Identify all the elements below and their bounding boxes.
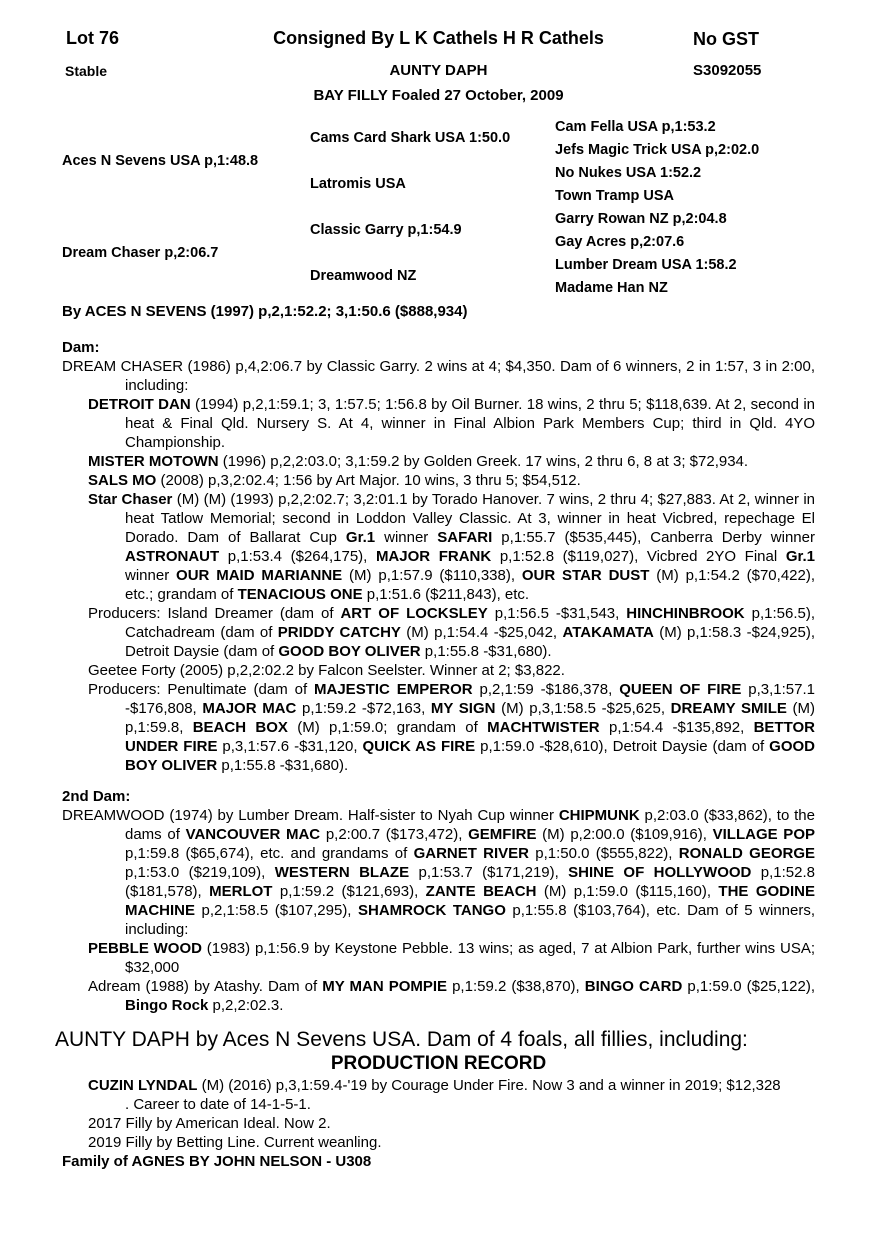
foaled-line: BAY FILLY Foaled 27 October, 2009 bbox=[313, 87, 564, 104]
dam-paragraph: Producers: Penultimate (dam of MAJESTIC EMPEROR p,2,1:59 -$186,378, QUEEN OF FIRE p,3,1:57.1 -$176,808, MAJOR MAC p,1:59.2 -$72,163, MY SIGN (M) p,3,1:58.5 -$25,625, DREAMY SMILE (M) p,1:59.8, BEACH BOX (M) p,1:59.0; grandam of MACHTWISTER p,1:54.4 -$135,892, BETTOR UNDER FIRE p,3,1:57.6 -$31,120, QUICK AS FIRE p,1:59.0 -$28,610), Detroit Daysie (dam of GOOD BOY OLIVER p,1:55.8 -$31,680). bbox=[88, 681, 816, 774]
pedigree-gen2-entry: Classic Garry p,1:54.9 bbox=[310, 222, 462, 238]
production-paragraph: 2017 Filly by American Ideal. Now 2. bbox=[88, 1115, 331, 1132]
second-dam-paragraph: DREAMWOOD (1974) by Lumber Dream. Half-sister to Nyah Cup winner CHIPMUNK p,2:03.0 ($33,862), to the dams of VANCOUVER MAC p,2:00.7 ($173,472), GEMFIRE (M) p,2:00.0 ($109,916), VILLAGE POP p,1:59.8 ($65,674), etc. and grandams of GARNET RIVER p,1:50.0 ($555,822), RONALD GEORGE p,1:53.0 ($219,109), WESTERN BLAZE p,1:53.7 ($171,219), SHINE OF HOLLYWOOD p,1:52.8 ($181,578), MERLOT p,1:59.2 ($121,693), ZANTE BEACH (M) p,1:59.0 ($115,160), THE GODINE MACHINE p,2,1:58.5 ($107,295), SHAMROCK TANGO p,1:55.8 ($103,764), etc. Dam of 5 winners, including: bbox=[62, 807, 816, 938]
production-paragraph: CUZIN LYNDAL (M) (2016) p,3,1:59.4-'19 by Courage Under Fire. Now 3 and a winner in 2019; $12,328 . Career to date of 14-1-5-1. bbox=[88, 1077, 781, 1113]
catalog-id: S3092055 bbox=[693, 62, 762, 79]
second-dam-heading: 2nd Dam: bbox=[62, 788, 131, 805]
dam-paragraph: SALS MO (2008) p,3,2:02.4; 1:56 by Art Major. 10 wins, 3 thru 5; $54,512. bbox=[88, 472, 581, 489]
pedigree-gen3-entry: No Nukes USA 1:52.2 bbox=[555, 164, 702, 181]
production-record-heading: PRODUCTION RECORD bbox=[330, 1053, 547, 1074]
pedigree-text-body bbox=[55, 302, 816, 1171]
family-line: Family of AGNES BY JOHN NELSON - U308 bbox=[62, 1153, 372, 1170]
pedigree-gen3-entry: Gay Acres p,2:07.6 bbox=[555, 233, 685, 250]
pedigree-gen3-entry: Lumber Dream USA 1:58.2 bbox=[555, 256, 737, 273]
second-dam-paragraph: PEBBLE WOOD (1983) p,1:56.9 by Keystone Pebble. 13 wins; as aged, 7 at Albion Park, further wins USA; $32,000 bbox=[88, 940, 815, 976]
dam-paragraph: DREAM CHASER (1986) p,4,2:06.7 by Classic Garry. 2 wins at 4; $4,350. Dam of 6 winners, 2 in 1:57, 3 in 2:00, including: bbox=[62, 358, 815, 394]
second-dam-paragraph: Adream (1988) by Atashy. Dam of MY MAN POMPIE p,1:59.2 ($38,870), BINGO CARD p,1:59.0 ($25,122), Bingo Rock p,2,2:02.3. bbox=[88, 978, 815, 1014]
lot-number: Lot 76 bbox=[66, 28, 120, 48]
pedigree-gen3-entry: Town Tramp USA bbox=[555, 187, 674, 204]
pedigree-gen2-entry: Dreamwood NZ bbox=[310, 268, 417, 284]
gst-note: No GST bbox=[693, 29, 759, 49]
dam-paragraph: Star Chaser (M) (M) (1993) p,2,2:02.7; 3,2:01.1 by Torado Hanover. 7 wins, 2 thru 4; $27,883. At 2, winner in heat Tatlow Memorial; second in Loddon Valley Classic. At 3, winner in heat Vicbred, repechage El Dorado. Dam of Ballarat Cup Gr.1 winner SAFARI p,1:55.7 ($535,445), Canberra Derby winner ASTRONAUT p,1:53.4 ($264,175), MAJOR FRANK p,1:52.8 ($119,027), Vicbred 2YO Final Gr.1 winner OUR MAID MARIANNE (M) p,1:57.9 ($110,338), OUR STAR DUST (M) p,1:54.2 ($70,422), etc.; grandam of TENACIOUS ONE p,1:51.6 ($211,843), etc. bbox=[88, 491, 816, 603]
dam-paragraph: Geetee Forty (2005) p,2,2:02.2 by Falcon Seelster. Winner at 2; $3,822. bbox=[88, 662, 565, 679]
pedigree-gen3-entry: Madame Han NZ bbox=[555, 279, 668, 296]
pedigree-dam: Dream Chaser p,2:06.7 bbox=[62, 245, 219, 261]
pedigree-gen2-entry: Cams Card Shark USA 1:50.0 bbox=[310, 130, 511, 146]
horse-name: AUNTY DAPH bbox=[389, 62, 488, 79]
sire-line: By ACES N SEVENS (1997) p,2,1:52.2; 3,1:50.6 ($888,934) bbox=[62, 303, 468, 320]
dam-paragraph: MISTER MOTOWN (1996) p,2,2:03.0; 3,1:59.2 by Golden Greek. 17 wins, 2 thru 6, 8 at 3; $72,934. bbox=[88, 453, 749, 470]
pedigree-table bbox=[62, 115, 815, 299]
production-intro: AUNTY DAPH by Aces N Sevens USA. Dam of 4 foals, all fillies, including: bbox=[55, 1028, 748, 1051]
pedigree-gen3-entry: Jefs Magic Trick USA p,2:02.0 bbox=[555, 141, 760, 158]
dam-paragraph: DETROIT DAN (1994) p,2,1:59.1; 3, 1:57.5; 1:56.8 by Oil Burner. 18 wins, 2 thru 5; $118,639. At 2, second in heat & Final Qld. Nursery S. At 4, winner in Final Albion Park Members Cup; third in Qld. 4YO Championship. bbox=[88, 396, 815, 451]
dam-paragraph: Producers: Island Dreamer (dam of ART OF LOCKSLEY p,1:56.5 -$31,543, HINCHINBROOK p,1:56.5), Catchadream (dam of PRIDDY CATCHY (M) p,1:54.4 -$25,042, ATAKAMATA (M) p,1:58.3 -$24,925), Detroit Daysie (dam of GOOD BOY OLIVER p,1:55.8 -$31,680). bbox=[88, 605, 815, 660]
pedigree-sire: Aces N Sevens USA p,1:48.8 bbox=[62, 153, 259, 169]
dam-heading: Dam: bbox=[62, 339, 100, 356]
stable-label: Stable bbox=[65, 63, 108, 79]
pedigree-gen3-entry: Cam Fella USA p,1:53.2 bbox=[555, 118, 716, 135]
production-paragraph: 2019 Filly by Betting Line. Current weanling. bbox=[88, 1134, 382, 1151]
consignor-line: Consigned By L K Cathels H R Cathels bbox=[273, 28, 604, 48]
pedigree-gen3-entry: Garry Rowan NZ p,2:04.8 bbox=[555, 210, 727, 227]
pedigree-gen2-entry: Latromis USA bbox=[310, 176, 406, 192]
